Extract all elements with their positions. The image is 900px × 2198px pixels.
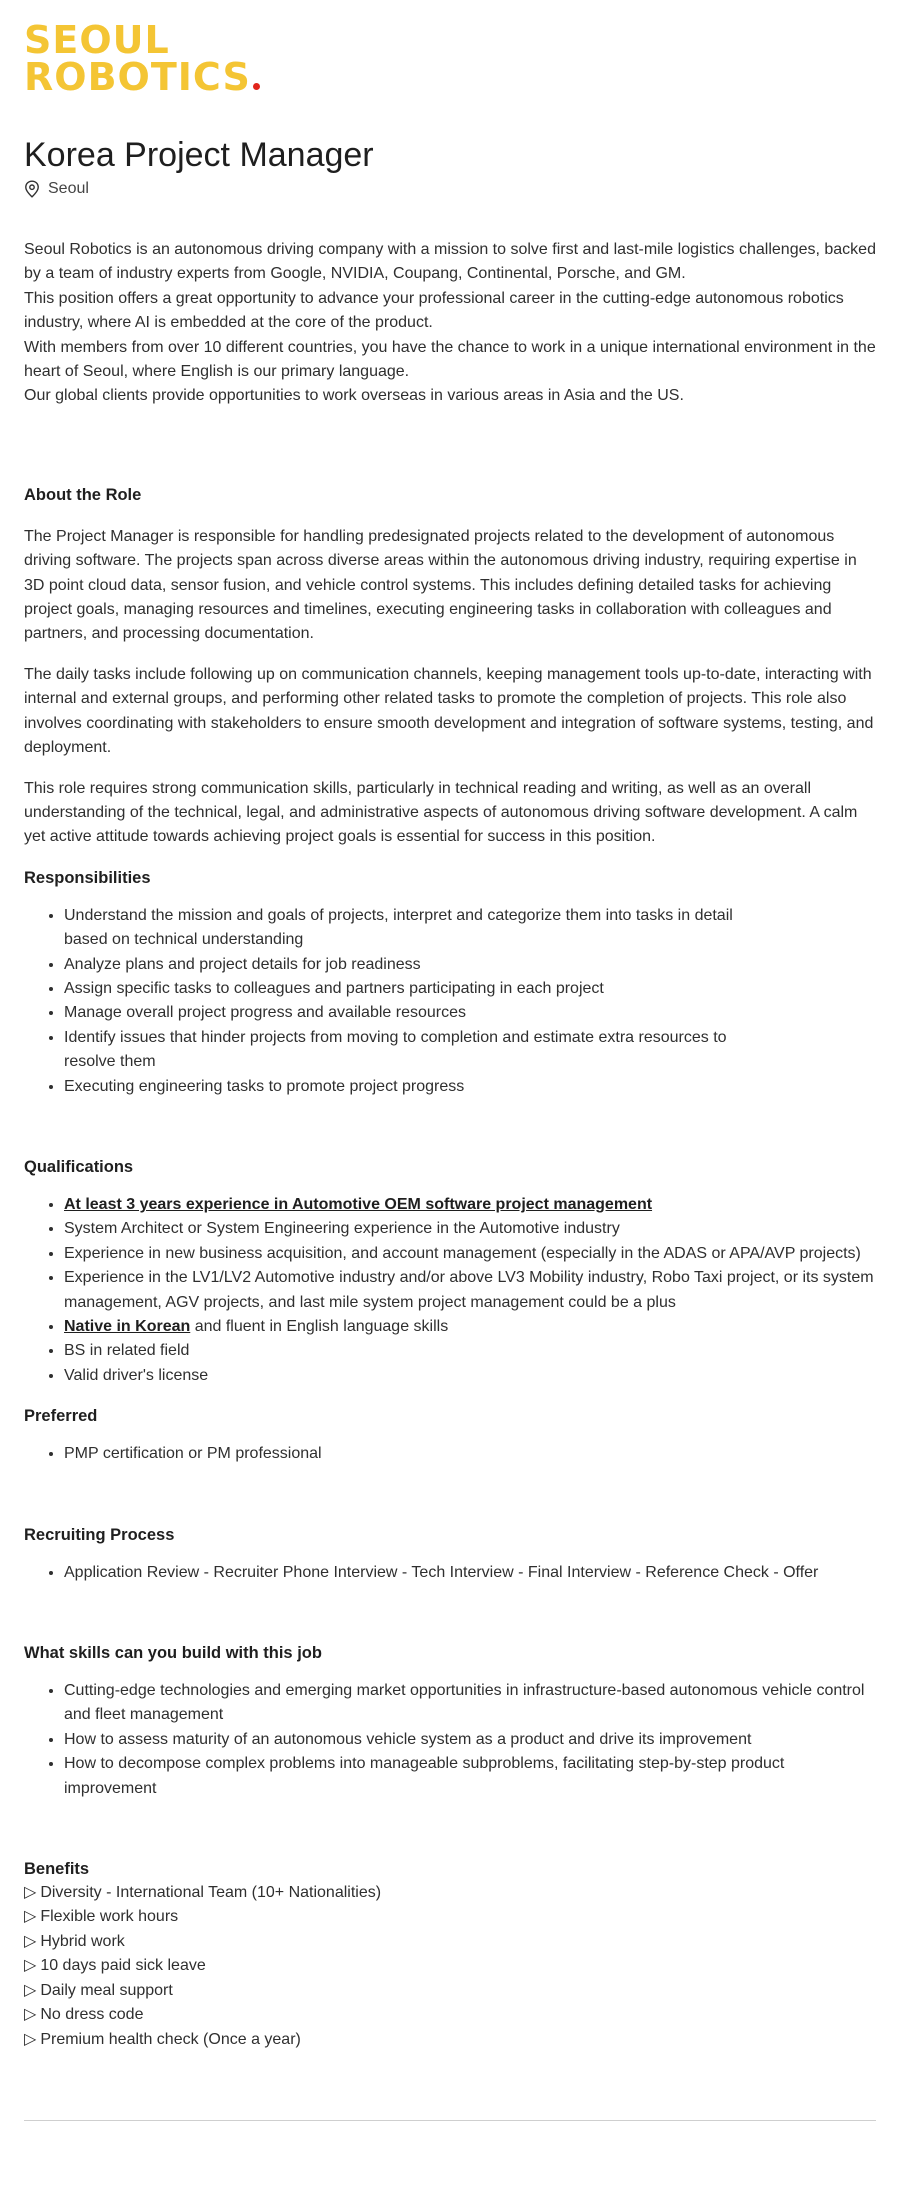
emphasized-requirement: At least 3 years experience in Automotive OEM software project management — [64, 1195, 653, 1213]
list-item: • Experience in new business acquisition, and account management (especially in the ADAS or APA/AVP projects) — [64, 1242, 876, 1266]
list-item: • Application Review - Recruiter Phone Interview - Tech Interview - Final Interview - Reference Check - Offer — [64, 1561, 876, 1585]
list-item: • PMP certification or PM professional — [64, 1442, 876, 1466]
job-location — [24, 180, 89, 198]
list-item — [64, 1315, 876, 1339]
list-item: • Manage overall project progress and available resources — [64, 1001, 744, 1025]
benefit-item: ▷ Hybrid work — [24, 1930, 876, 1954]
intro-paragraph: Seoul Robotics is an autonomous driving company with a mission to solve first and last-mile logistics challenges, backed by a team of industry experts from Google, NVIDIA, Coupang, Continental, Porsche, and GM. — [24, 241, 876, 283]
company-logo[interactable] — [24, 18, 260, 99]
section-heading-skills: What skills can you build with this job — [24, 1644, 322, 1663]
section-heading-about: About the Role — [24, 485, 142, 504]
recruiting-list — [24, 1561, 876, 1585]
about-paragraph: This role requires strong communication skills, particularly in technical reading and writing, as well as an overall understanding of the technical, legal, and administrative aspects of autonomous driving software development. A calm yet active attitude towards achieving project goals is essential for success in this position. — [24, 779, 858, 846]
responsibilities-section — [24, 866, 876, 1099]
section-heading-recruiting: Recruiting Process — [24, 1525, 175, 1544]
location-text: Seoul — [48, 180, 89, 197]
section-heading-responsibilities: Responsibilities — [24, 868, 151, 887]
list-item: • Identify issues that hinder projects from moving to completion and estimate extra resources to resolve them — [64, 1026, 744, 1075]
job-description — [24, 238, 876, 2052]
benefits-section — [24, 1857, 876, 2052]
map-pin-icon — [24, 180, 40, 198]
about-paragraph: The daily tasks include following up on communication channels, keeping management tools up-to-date, interacting with internal and external groups, and performing other related tasks to promote the completion of projects. This role also involves coordinating with stakeholders to ensure smooth development and integration of software systems, testing, and deployment. — [24, 665, 874, 757]
benefit-item: ▷ 10 days paid sick leave — [24, 1954, 876, 1978]
list-item: • Experience in the LV1/LV2 Automotive industry and/or above LV3 Mobility industry, Robo Taxi project, or its system management, AGV projects, and last mile system project management could be a plus — [64, 1266, 876, 1315]
skills-list — [24, 1679, 876, 1801]
list-item — [64, 1193, 876, 1217]
intro-paragraph: Our global clients provide opportunities to work overseas in various areas in Asia and the US. — [24, 387, 684, 405]
list-item: • Understand the mission and goals of projects, interpret and categorize them into tasks in detail based on technical understanding — [64, 904, 744, 953]
recruiting-section — [24, 1523, 876, 1585]
benefit-item: ▷ Diversity - International Team (10+ Nationalities) — [24, 1881, 876, 1905]
list-item: • Executing engineering tasks to promote project progress — [64, 1075, 744, 1099]
benefit-item: ▷ Flexible work hours — [24, 1905, 876, 1929]
emphasized-requirement: Native in Korean — [64, 1318, 191, 1335]
logo-line-2-text: ROBOTICS — [24, 55, 251, 99]
skills-section — [24, 1641, 876, 1801]
intro-paragraph: This position offers a great opportunity to advance your professional career in the cutting-edge autonomous robotics industry, where AI is embedded at the core of the product. — [24, 289, 844, 332]
footer-divider — [24, 2120, 876, 2121]
list-item: • Cutting-edge technologies and emerging market opportunities in infrastructure-based autonomous vehicle control and fleet management — [64, 1679, 876, 1728]
qualifications-section — [24, 1155, 876, 1388]
list-item-text: and fluent in English language skills — [190, 1318, 449, 1335]
intro-paragraph: With members from over 10 different countries, you have the chance to work in a unique international environment in the heart of Seoul, where English is our primary language. — [24, 338, 876, 381]
list-item: • BS in related field — [64, 1339, 876, 1363]
logo-line-1: SEOUL — [24, 18, 170, 62]
benefit-item: ▷ No dress code — [24, 2003, 876, 2027]
list-item: • Analyze plans and project details for job readiness — [64, 953, 744, 977]
about-section — [24, 483, 876, 850]
section-heading-preferred: Preferred — [24, 1407, 98, 1426]
benefit-item: ▷ Daily meal support — [24, 1979, 876, 2003]
job-title: Korea Project Manager — [24, 136, 374, 174]
benefits-list — [24, 1881, 876, 2052]
list-item: • System Architect or System Engineering experience in the Automotive industry — [64, 1217, 876, 1241]
list-item: • Assign specific tasks to colleagues and partners participating in each project — [64, 977, 744, 1001]
section-heading-qualifications: Qualifications — [24, 1157, 134, 1176]
section-heading-benefits: Benefits — [24, 1860, 90, 1879]
responsibilities-list — [24, 904, 744, 1099]
about-paragraph: The Project Manager is responsible for handling predesignated projects related to the development of autonomous driving software. The projects span across diverse areas within the autonomous driving industry, requiring expertise in 3D point cloud data, sensor fusion, and vehicle control systems. This includes defining detailed tasks for achieving project goals, managing resources and timelines, executing engineering tasks in collaboration with colleagues and partners, and processing documentation. — [24, 527, 857, 643]
benefit-item: ▷ Premium health check (Once a year) — [24, 2028, 876, 2052]
list-item: • How to decompose complex problems into manageable subproblems, facilitating step-by-step product improvement — [64, 1752, 876, 1801]
list-item: • Valid driver's license — [64, 1364, 876, 1388]
logo-dot — [253, 83, 260, 90]
intro-section — [24, 238, 876, 409]
preferred-list — [24, 1442, 876, 1466]
list-item: • How to assess maturity of an autonomous vehicle system as a product and drive its improvement — [64, 1728, 876, 1752]
preferred-section — [24, 1404, 876, 1466]
qualifications-list — [24, 1193, 876, 1388]
logo-line-2 — [24, 55, 260, 99]
